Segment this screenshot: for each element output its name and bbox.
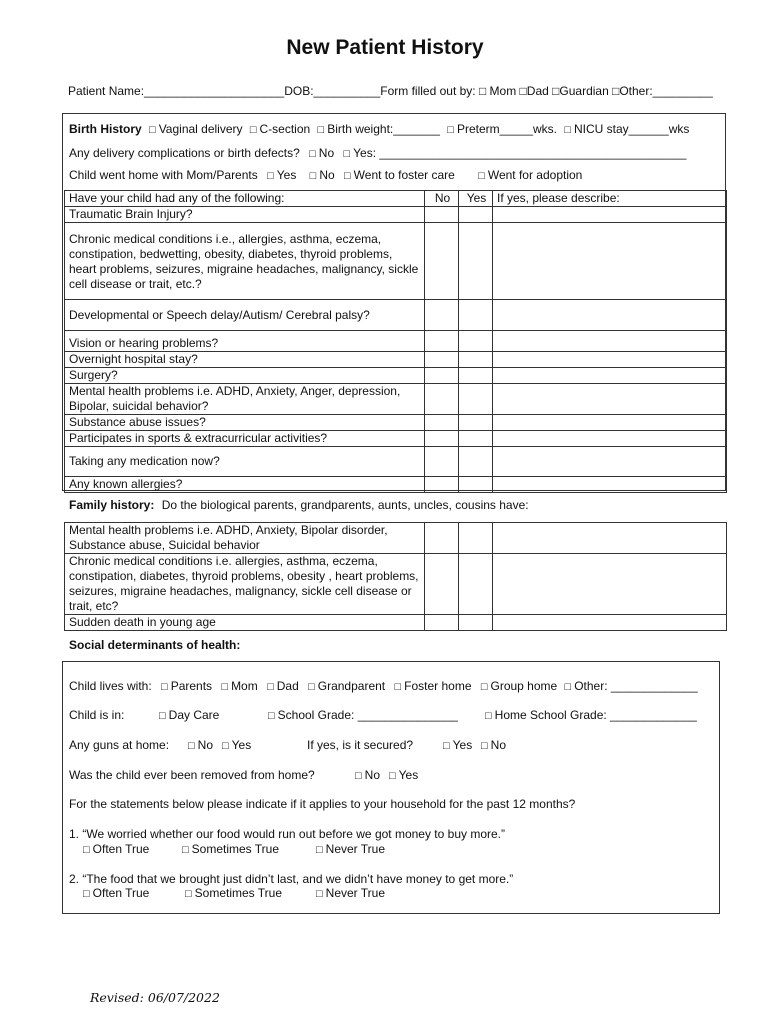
page-title: New Patient History <box>286 36 484 59</box>
q1-never-checkbox[interactable]: □ Never True <box>316 842 385 856</box>
history-yes-cell[interactable] <box>459 331 493 352</box>
birth-weight-field[interactable]: □ Birth weight:_______ <box>318 122 440 136</box>
history-yes-cell[interactable] <box>459 223 493 300</box>
history-yes-cell[interactable] <box>459 207 493 223</box>
secured-no-checkbox[interactable]: □ No <box>481 738 506 752</box>
removed-label: Was the child ever been removed from home? <box>69 768 315 782</box>
foster-care-checkbox[interactable]: □ Went to foster care <box>344 168 455 182</box>
family-yes-cell[interactable] <box>459 554 493 615</box>
history-row-label: Substance abuse issues? <box>65 415 425 431</box>
went-home-row <box>69 168 582 182</box>
lives-with-label: Child lives with: <box>69 679 152 693</box>
history-no-cell[interactable] <box>425 352 459 368</box>
social-determinants-heading: Social determinants of health: <box>69 638 241 652</box>
csection-checkbox[interactable]: □ C-section <box>250 122 310 136</box>
day-care-checkbox[interactable]: □ Day Care <box>159 708 219 722</box>
complications-no-checkbox[interactable]: □ No <box>309 146 334 160</box>
went-home-yes-checkbox[interactable]: □ Yes <box>267 168 296 182</box>
q2-often-checkbox[interactable]: □ Often True <box>83 886 149 900</box>
family-row-label: Mental health problems i.e. ADHD, Anxiety, Bipolar disorder, Substance abuse, Suicidal behavior <box>65 523 425 554</box>
guns-yes-checkbox[interactable]: □ Yes <box>222 738 251 752</box>
home-school-field[interactable]: □ Home School Grade: _____________ <box>485 708 697 722</box>
went-home-question: Child went home with Mom/Parents <box>69 168 258 182</box>
statements-intro: For the statements below please indicate if it applies to your household for the past 12 months? <box>69 797 576 811</box>
history-table <box>64 190 727 493</box>
history-no-cell[interactable] <box>425 300 459 331</box>
history-row-label: Surgery? <box>65 368 425 384</box>
history-row-label: Developmental or Speech delay/Autism/ Cerebral palsy? <box>65 300 425 331</box>
history-header-yes: Yes <box>459 191 493 207</box>
food-question-2: 2. “The food that we brought just didn’t last, and we didn’t have money to get more.” <box>69 872 514 886</box>
history-no-cell[interactable] <box>425 447 459 477</box>
history-describe-cell[interactable] <box>493 352 727 368</box>
history-row-label: Any known allergies? <box>65 477 425 493</box>
child-is-in-label: Child is in: <box>69 708 125 722</box>
birth-history-label: Birth History <box>69 122 142 136</box>
history-no-cell[interactable] <box>425 431 459 447</box>
history-header-no: No <box>425 191 459 207</box>
history-yes-cell[interactable] <box>459 368 493 384</box>
history-describe-cell[interactable] <box>493 384 727 415</box>
history-yes-cell[interactable] <box>459 447 493 477</box>
history-describe-cell[interactable] <box>493 207 727 223</box>
history-no-cell[interactable] <box>425 207 459 223</box>
history-describe-cell[interactable] <box>493 300 727 331</box>
history-no-cell[interactable] <box>425 415 459 431</box>
family-describe-cell[interactable] <box>493 554 727 615</box>
removed-no-checkbox[interactable]: □ No <box>355 768 380 782</box>
family-history-heading <box>69 498 529 512</box>
patient-header-line[interactable]: Patient Name:_____________________DOB:__________Form filled out by: □ Mom □Dad □Guardian □Other:_________ <box>68 84 713 98</box>
history-no-cell[interactable] <box>425 384 459 415</box>
family-row-label: Chronic medical conditions i.e. allergies, asthma, eczema, constipation, diabetes, thyroid problems, obesity , heart problems, seizures, migraine headaches, malignancy, sickle cell disease or trait, etc? <box>65 554 425 615</box>
history-yes-cell[interactable] <box>459 415 493 431</box>
q1-sometimes-checkbox[interactable]: □ Sometimes True <box>182 842 279 856</box>
complications-yes-field[interactable]: □ Yes: ______________________________________________ <box>343 146 686 160</box>
adoption-checkbox[interactable]: □ Went for adoption <box>478 168 582 182</box>
complications-question: Any delivery complications or birth defects? <box>69 146 300 160</box>
food-question-1: 1. “We worried whether our food would run out before we got money to buy more.” <box>69 827 506 841</box>
mom-checkbox[interactable]: □ Mom <box>221 679 257 693</box>
birth-history-row <box>69 122 689 136</box>
removed-yes-checkbox[interactable]: □ Yes <box>389 768 418 782</box>
history-no-cell[interactable] <box>425 368 459 384</box>
dad-checkbox[interactable]: □ Dad <box>267 679 299 693</box>
group-home-checkbox[interactable]: □ Group home <box>481 679 557 693</box>
family-describe-cell[interactable] <box>493 523 727 554</box>
went-home-no-checkbox[interactable]: □ No <box>310 168 335 182</box>
revised-date: Revised: 06/07/2022 <box>90 990 220 1005</box>
secured-yes-checkbox[interactable]: □ Yes <box>443 738 472 752</box>
history-row-label: Overnight hospital stay? <box>65 352 425 368</box>
history-describe-cell[interactable] <box>493 447 727 477</box>
history-no-cell[interactable] <box>425 477 459 493</box>
family-no-cell[interactable] <box>425 554 459 615</box>
q1-often-checkbox[interactable]: □ Often True <box>83 842 149 856</box>
guns-no-checkbox[interactable]: □ No <box>188 738 213 752</box>
family-yes-cell[interactable] <box>459 523 493 554</box>
history-row-label: Taking any medication now? <box>65 447 425 477</box>
history-row-label: Participates in sports & extracurricular activities? <box>65 431 425 447</box>
family-row-label: Sudden death in young age <box>65 615 425 631</box>
history-describe-cell[interactable] <box>493 223 727 300</box>
history-describe-cell[interactable] <box>493 431 727 447</box>
history-yes-cell[interactable] <box>459 384 493 415</box>
history-row-label: Traumatic Brain Injury? <box>65 207 425 223</box>
history-header-describe: If yes, please describe: <box>493 191 727 207</box>
foster-home-checkbox[interactable]: □ Foster home <box>394 679 471 693</box>
history-describe-cell[interactable] <box>493 415 727 431</box>
history-describe-cell[interactable] <box>493 368 727 384</box>
preterm-field[interactable]: □ Preterm_____wks. <box>447 122 557 136</box>
complications-row <box>69 146 686 160</box>
history-no-cell[interactable] <box>425 223 459 300</box>
history-row-label: Vision or hearing problems? <box>65 331 425 352</box>
history-yes-cell[interactable] <box>459 431 493 447</box>
lives-with-row <box>69 679 698 693</box>
history-header-question: Have your child had any of the following: <box>65 191 425 207</box>
q2-never-checkbox[interactable]: □ Never True <box>316 886 385 900</box>
other-field[interactable]: □ Other: _____________ <box>565 679 698 693</box>
history-no-cell[interactable] <box>425 331 459 352</box>
nicu-field[interactable]: □ NICU stay______wks <box>564 122 689 136</box>
family-history-text: Do the biological parents, grandparents, aunts, uncles, cousins have: <box>161 498 529 512</box>
secured-label: If yes, is it secured? <box>307 738 414 752</box>
family-yes-cell[interactable] <box>459 615 493 631</box>
history-yes-cell[interactable] <box>459 477 493 493</box>
history-describe-cell[interactable] <box>493 477 727 493</box>
history-row-label: Chronic medical conditions i.e., allergies, asthma, eczema, constipation, bedwetting, obesity, diabetes, thyroid problems, heart problems, seizures, migraine headaches, malignancy, sickle cell disease or trait, etc.? <box>65 223 425 300</box>
history-row-label: Mental health problems i.e. ADHD, Anxiety, Anger, depression, Bipolar, suicidal behavior? <box>65 384 425 415</box>
vaginal-checkbox[interactable]: □ Vaginal delivery <box>149 122 242 136</box>
family-no-cell[interactable] <box>425 615 459 631</box>
history-describe-cell[interactable] <box>493 331 727 352</box>
history-yes-cell[interactable] <box>459 300 493 331</box>
family-history-label: Family history: <box>69 498 155 512</box>
parents-checkbox[interactable]: □ Parents <box>161 679 212 693</box>
history-yes-cell[interactable] <box>459 352 493 368</box>
q2-sometimes-checkbox[interactable]: □ Sometimes True <box>185 886 282 900</box>
grandparent-checkbox[interactable]: □ Grandparent <box>308 679 385 693</box>
family-describe-cell[interactable] <box>493 615 727 631</box>
guns-label: Any guns at home: <box>69 738 170 752</box>
family-no-cell[interactable] <box>425 523 459 554</box>
family-table <box>64 522 727 631</box>
school-grade-field[interactable]: □ School Grade: _______________ <box>268 708 458 722</box>
